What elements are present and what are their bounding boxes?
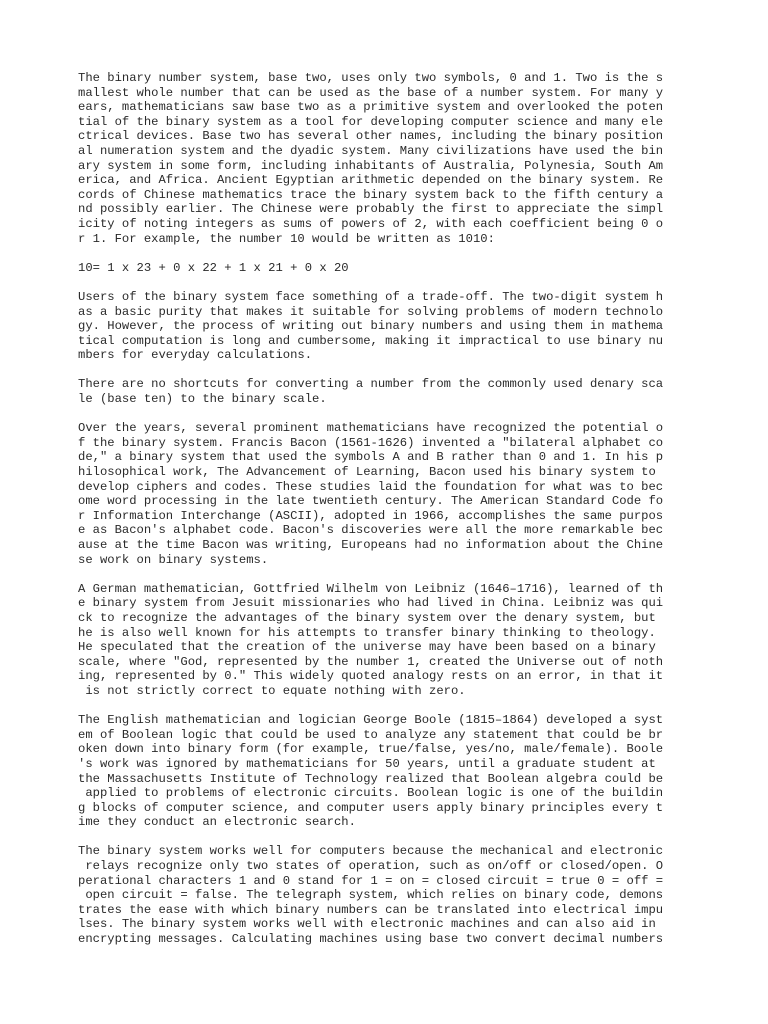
text-line: e binary system from Jesuit missionaries who had lived in China. Leibniz was qui — [78, 596, 664, 611]
text-line: e as Bacon's alphabet code. Bacon's discoveries were all the more remarkable bec — [78, 523, 664, 538]
text-line: tial of the binary system as a tool for developing computer science and many ele — [78, 114, 664, 129]
text-line: cords of Chinese mathematics trace the binary system back to the fifth century a — [78, 187, 664, 202]
text-line: ing, represented by 0." This widely quoted analogy rests on an error, in that it — [78, 669, 664, 684]
text-line: Over the years, several prominent mathematicians have recognized the potential o — [78, 421, 664, 436]
text-line: lses. The binary system works well with electronic machines and can also aid in — [78, 917, 656, 932]
text-line: ime they conduct an electronic search. — [78, 815, 356, 830]
text-line: g blocks of computer science, and computer users apply binary principles every t — [78, 800, 664, 815]
text-line: encrypting messages. Calculating machines using base two convert decimal numbers — [78, 932, 664, 947]
paragraph-leibniz — [78, 582, 698, 699]
text-line: perational characters 1 and 0 stand for 1 = on = closed circuit = true 0 = off = — [78, 873, 664, 888]
text-line: The English mathematician and logician George Boole (1815–1864) developed a syst — [78, 713, 664, 728]
text-line: r Information Interchange (ASCII), adopted in 1966, accomplishes the same purpos — [78, 508, 664, 523]
text-line: scale, where "God, represented by the number 1, created the Universe out of noth — [78, 654, 664, 669]
text-line: ears, mathematicians saw base two as a primitive system and overlooked the poten — [78, 100, 664, 115]
text-line: al numeration system and the dyadic system. Many civilizations have used the bin — [78, 143, 664, 158]
text-line: icity of noting integers as sums of powers of 2, with each coefficient being 0 o — [78, 216, 664, 231]
text-line: The binary number system, base two, uses only two symbols, 0 and 1. Two is the s — [78, 71, 664, 85]
text-line: ck to recognize the advantages of the binary system over the denary system, but — [78, 610, 656, 625]
text-line: There are no shortcuts for converting a number from the commonly used denary sca — [78, 377, 664, 392]
text-line: nd possibly earlier. The Chinese were probably the first to appreciate the simpl — [78, 202, 664, 217]
text-line: le (base ten) to the binary scale. — [78, 392, 327, 407]
text-line: ctrical devices. Base two has several other names, including the binary position — [78, 129, 664, 144]
text-line: f the binary system. Francis Bacon (1561-1626) invented a "bilateral alphabet co — [78, 435, 664, 450]
text-line: as a basic purity that makes it suitable for solving problems of modern technolo — [78, 304, 664, 319]
text-line: mbers for everyday calculations. — [78, 348, 313, 363]
paragraph-shortcuts — [78, 377, 698, 406]
text-line: oken down into binary form (for example, true/false, yes/no, male/female). Boole — [78, 742, 664, 757]
text-line: erica, and Africa. Ancient Egyptian arithmetic depended on the binary system. Re — [78, 173, 664, 188]
text-line: 's work was ignored by mathematicians for 50 years, until a graduate student at — [78, 756, 656, 771]
paragraph-bacon — [78, 421, 698, 567]
paragraph-computers — [78, 844, 698, 946]
text-line: The binary system works well for computers because the mechanical and electronic — [78, 844, 664, 859]
text-line: develop ciphers and codes. These studies laid the foundation for what was to bec — [78, 479, 664, 494]
text-line: em of Boolean logic that could be used to analyze any statement that could be br — [78, 727, 664, 742]
text-line: A German mathematician, Gottfried Wilhelm von Leibniz (1646–1716), learned of th — [78, 581, 664, 596]
text-line: de," a binary system that used the symbols A and B rather than 0 and 1. In his p — [78, 450, 664, 465]
paragraph-equation — [78, 261, 698, 276]
text-line: he is also well known for his attempts to transfer binary thinking to theology. — [78, 625, 656, 640]
text-line: the Massachusetts Institute of Technology realized that Boolean algebra could be — [78, 771, 664, 786]
text-line: ary system in some form, including inhabitants of Australia, Polynesia, South Am — [78, 158, 664, 173]
text-line: open circuit = false. The telegraph system, which relies on binary code, demons — [78, 888, 664, 903]
text-line: He speculated that the creation of the universe may have been based on a binary — [78, 640, 656, 655]
text-line: tical computation is long and cumbersome, making it impractical to use binary nu — [78, 333, 664, 348]
equation-line: 10= 1 x 23 + 0 x 22 + 1 x 21 + 0 x 20 — [78, 260, 349, 275]
text-line: r 1. For example, the number 10 would be written as 1010: — [78, 231, 495, 246]
text-line: ause at the time Bacon was writing, Europeans had no information about the Chine — [78, 538, 664, 552]
text-line: hilosophical work, The Advancement of Learning, Bacon used his binary system to — [78, 465, 656, 480]
document-body — [78, 71, 698, 961]
text-line: is not strictly correct to equate nothing with zero. — [78, 683, 466, 698]
text-line: Users of the binary system face something of a trade-off. The two-digit system h — [78, 289, 664, 304]
paragraph-boole — [78, 713, 698, 830]
paragraph-binary-intro — [78, 71, 698, 246]
text-line: relays recognize only two states of operation, such as on/off or closed/open. O — [78, 859, 664, 874]
text-line: applied to problems of electronic circuits. Boolean logic is one of the buildin — [78, 786, 664, 801]
text-line: se work on binary systems. — [78, 552, 269, 567]
text-line: ome word processing in the late twentieth century. The American Standard Code fo — [78, 494, 664, 509]
text-line: gy. However, the process of writing out binary numbers and using them in mathema — [78, 319, 664, 334]
text-line: mallest whole number that can be used as the base of a number system. For many y — [78, 85, 664, 100]
paragraph-trade-off — [78, 290, 698, 363]
text-line: trates the ease with which binary numbers can be translated into electrical impu — [78, 902, 664, 917]
